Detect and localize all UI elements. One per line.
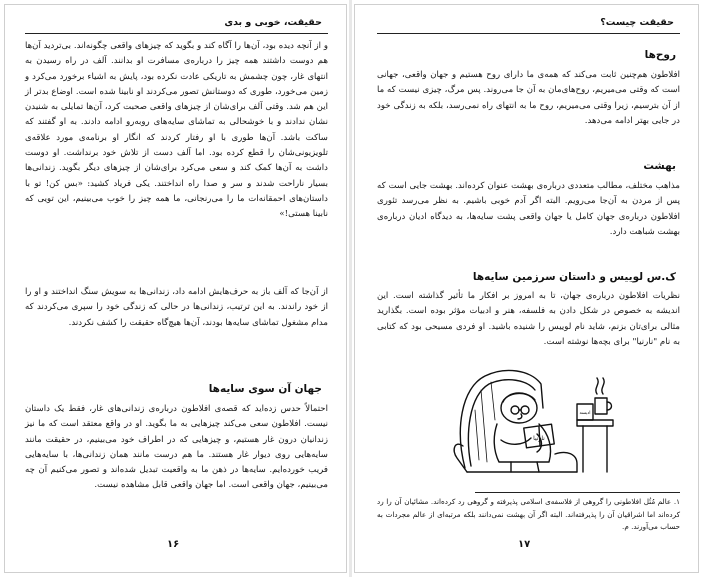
book-gutter xyxy=(349,0,352,577)
footnote-rule xyxy=(475,492,680,493)
left-page-number: ۱۶ xyxy=(167,539,180,550)
illustration-book-label: نارنیا xyxy=(533,435,545,442)
left-paragraph-3: احتمالاً حدس زده‌اید که قصه‌ی افلاطون درباره‌ی زندانی‌های غار، فقط یک داستان نیست. افلاطون سعی می‌کند چیزهایی به ما بگوید. او در واقع معتقد است که ما نیز زندانیان درون غار هستیم، و چیزهایی که در اطراف خود می‌بینیم، در حقیقت مانند سایه‌هایی روی دیوار غار هستند. ما هم درست مانند همان زندانی‌ها، با سایه‌هایی فریب خورده‌ایم. سایه‌ها در ذهن ما به واقعیت تبدیل شده‌اند و تصور می‌کنیم آن چه می‌بینیم، جهان واقعی است. اما جهان واقعی قابل مشاهده نیست. xyxy=(25,404,328,491)
section-heading-heaven: بهشت xyxy=(643,160,676,172)
paragraph-lewis: نظریات افلاطون درباره‌ی جهان، تا به امروز بر افکار ما تأثیر گذاشته است. این اندیشه به خصوص در شکل دادن به فلسفه، هنر و ادبیات مؤثر بوده است. بگذارید مثالی برای‌تان بزنم، شاید نام لوییس را شنیده باشید. او فردی مسیحی بود که کتابی به نام "نارنیا" برای بچه‌ها نوشته است. xyxy=(377,291,680,347)
section-heading-lewis: ک.س لوییس و داستان سرزمین سایه‌ها xyxy=(472,271,676,283)
paragraph-heaven: مذاهب مختلف، مطالب متعددی درباره‌ی بهشت عنوان کرده‌اند. بهشت جایی است که پس از مردن به آن‌جا می‌رویم. البته اگر آدم خوبی باشیم. به نظر می‌رسد تئوری افلاطون درباره‌ی جهان کامل یا جهان واقعی پشت سایه‌ها، به دیدگاه ادیان درباره‌ی بهشت شباهت دارد. xyxy=(377,181,680,237)
illustration-box-label: ادیسه xyxy=(579,411,591,416)
left-page xyxy=(4,4,347,573)
left-paragraph-2: از آن‌جا که آلف باز به حرف‌هایش ادامه داد، زندانی‌ها به سویش سنگ انداختند و او را از خود راندند. به این ترتیب، زندانی‌ها در حالی که زندگی خود را سپری می‌کردند که مدام مشغول تماشای سایه‌ها بودند، آن‌ها هیچ‌گاه حقیقت را کشف نکردند. xyxy=(25,287,328,328)
right-page xyxy=(354,4,699,573)
reading-man-illustration xyxy=(427,350,627,480)
left-head-rule xyxy=(25,33,328,34)
right-head-rule xyxy=(377,33,680,34)
right-page-number: ۱۷ xyxy=(518,539,531,550)
right-running-head: حقیقت چیست؟ xyxy=(600,17,674,28)
section-heading-shadows: جهان آن سوی سایه‌ها xyxy=(208,383,322,395)
left-paragraph-1: و از آنچه دیده بود، آن‌ها را آگاه کند و بگوید که چیزهای واقعی چگونه‌اند. بی‌تردید آن‌ها هم دوست داشتند همه چیز را درباره‌ی مسافرت او بدانند. آلف در راه رسیدن به انتهای غار، چون چشمش به تاریکی عادت نکرده بود، پایش به اشیاء برخورد می‌کرد و زمین می‌خورد، طوری که دوستانش تصور می‌کردند او نابینا شده است. اوضاع بدتر از این هم شد. وقتی آلف برای‌شان از چیزهای واقعی صحبت کرد، آن‌ها تمایلی به شنیدن نشان ندادند و با خوشحالی به تماشای سایه‌های روبه‌رو ادامه دادند. به او گفتند که ساکت باشد. آن‌ها طوری با او رفتار کردند که انگار او برنامه‌ی مورد علاقه‌ی تلویزیونی‌شان را قطع کرده بود. اما آلف دست از تلاش خود برنداشت. او دوست داشت به آن‌ها کمک کند و سعی می‌کرد برای‌شان از چیزهای دیگر بگوید. زندانی‌ها بسیار ناراحت شدند و سر و صدا راه انداختند. یکی فریاد کشید: «بس کن! تو با داستان‌های احمقانه‌ات ما را می‌رنجانی، ما همه چیز را خوب می‌بینیم، این تویی که نابینا هستی!» xyxy=(25,41,328,220)
footnote: ۱. عالم مُثُل افلاطونی را گروهی از فلاسفه‌ی اسلامی پذیرفته و گروهی رد کرده‌اند. مشائیان آن را رد کرده‌اند اما اشراقیان آن را پذیرفته‌اند. البته اگر آن بهشت نمی‌دانند بلکه مرتبه‌ای از عالم مجردات به حساب می‌آورند. م. xyxy=(377,497,680,531)
section-heading-souls: روح‌ها xyxy=(644,49,676,61)
left-running-head: حقیقت، خوبی و بدی xyxy=(224,17,322,28)
paragraph-souls: افلاطون هم‌چنین ثابت می‌کند که همه‌ی ما دارای روح هستیم و جهان واقعی، جهانی است که وقتی می‌میریم، روح‌های‌مان به آن جا می‌روند. پس مرگ، چیزی نیست که ما از آن بترسیم، زیرا وقتی می‌میریم، روح ما به انتهای راه نمی‌رسد، بلکه به زندگی خود در جایی بهتر ادامه می‌دهد. xyxy=(377,70,680,126)
